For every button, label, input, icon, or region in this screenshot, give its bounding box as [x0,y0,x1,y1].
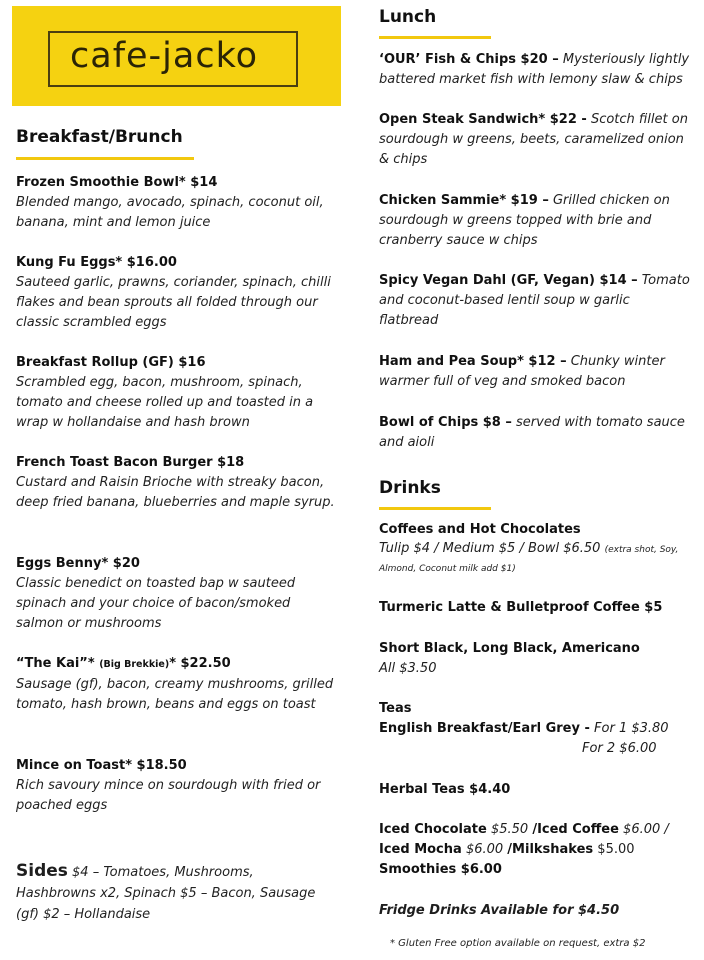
item-title [16,654,336,675]
item-desc: Scotch fillet on sourdough w greens, beets, caramelized onion & chips [379,112,688,167]
item-title: Ham and Pea Soup* $12 – [379,354,567,369]
teas-line: English Breakfast/Earl Grey - [379,721,590,736]
item-desc: Sauteed garlic, prawns, coriander, spinach, chilli flakes and bean sprouts all folded through our classic scrambled eggs [16,275,331,330]
breakfast-heading: Breakfast/Brunch [16,127,183,147]
kai-title-a: “The Kai”* [16,656,95,671]
iced-mocha: Iced Mocha [379,842,462,857]
coffees-title: Coffees and Hot Chocolates [379,522,581,537]
item-desc: Rich savoury mince on sourdough with fried or poached eggs [16,778,321,813]
item-title: Open Steak Sandwich* $22 - [379,112,587,127]
item-desc: served with tomato sauce and aioli [379,415,685,450]
drink-iced [379,820,699,880]
short-black-title: Short Black, Long Black, Americano [379,641,640,656]
item-title: Bowl of Chips $8 – [379,415,512,430]
milkshakes-price: $5.00 [597,842,635,857]
item-title: French Toast Bacon Burger $18 [16,455,245,470]
item-title: Chicken Sammie* $19 – [379,193,549,208]
item-title: Frozen Smoothie Bowl* $14 [16,175,218,190]
menu-item [16,253,336,333]
menu-item [379,352,691,392]
item-title: Kung Fu Eggs* $16.00 [16,255,177,270]
menu-item [16,353,336,433]
menu-item [379,271,691,331]
drink-turmeric: Turmeric Latte & Bulletproof Coffee $5 [379,600,663,615]
logo-text: cafe-jacko [70,36,259,76]
item-desc: Tomato and coconut-based lentil soup w garlic flatbread [379,273,690,328]
drink-short-black [379,639,691,679]
lunch-underline [379,36,491,39]
menu-item [16,173,336,233]
item-desc: Scrambled egg, bacon, mushroom, spinach, tomato and cheese rolled up and toasted in a wrap w hollandaise and hash brown [16,375,314,430]
menu-item [16,453,336,513]
sides-section [16,861,336,925]
lunch-heading: Lunch [379,7,437,27]
menu-item [16,554,336,634]
coffees-extra: (extra shot, Soy, Almond, Coconut milk add $1) [379,545,679,574]
menu-item [16,756,336,816]
short-black-price: All $3.50 [379,661,437,676]
logo-banner [12,6,341,106]
item-desc: Blended mango, avocado, spinach, coconut oil, banana, mint and lemon juice [16,195,324,230]
item-title: ‘OUR’ Fish & Chips $20 – [379,52,559,67]
iced-mocha-price: $6.00 [465,842,504,857]
item-desc: Chunky winter warmer full of veg and smoked bacon [379,354,665,389]
drink-herbal: Herbal Teas $4.40 [379,782,511,797]
item-title: Eggs Benny* $20 [16,556,140,571]
drink-teas [379,699,691,759]
menu-item [379,191,691,251]
item-title: Breakfast Rollup (GF) $16 [16,355,206,370]
item-desc: Custard and Raisin Brioche with streaky bacon, deep fried banana, blueberries and maple syrup. [16,475,335,510]
kai-title-small: (Big Brekkie) [99,659,170,670]
smoothies: Smoothies $6.00 [379,862,502,877]
item-desc: Classic benedict on toasted bap w sauteed spinach and your choice of bacon/smoked salmon or mushrooms [16,576,296,631]
footnote: * Gluten Free option available on request, extra $2 [390,938,646,949]
drink-fridge: Fridge Drinks Available for $4.50 [379,903,620,918]
item-desc: Sausage (gf), bacon, creamy mushrooms, grilled tomato, hash brown, beans and eggs on toast [16,677,334,712]
teas-for1: For 1 $3.80 [594,721,669,736]
milkshakes: /Milkshakes [507,842,594,857]
item-desc: Grilled chicken on sourdough w greens topped with brie and cranberry sauce w chips [379,193,670,248]
drink-coffees [379,520,691,578]
iced-choc-price: $5.50 [490,822,529,837]
item-title: Spicy Vegan Dahl (GF, Vegan) $14 – [379,273,638,288]
teas-for2: For 2 $6.00 [582,741,657,756]
teas-label: Teas [379,701,412,716]
sides-text: $4 – Tomatoes, Mushrooms, Hashbrowns x2, Spinach $5 – Bacon, Sausage (gf) $2 – Hollandaise [16,865,316,922]
menu-item [16,654,336,715]
iced-coffee: /Iced Coffee [532,822,619,837]
kai-title-b: * $22.50 [169,656,231,671]
coffees-prices: Tulip $4 / Medium $5 / Bowl $6.50 [379,541,601,556]
iced-choc: Iced Chocolate [379,822,487,837]
menu-item [379,110,691,170]
menu-item [379,413,691,453]
breakfast-underline [16,157,194,160]
drinks-underline [379,507,491,510]
sides-heading: Sides [16,861,68,881]
item-desc: Mysteriously lightly battered market fish with lemony slaw & chips [379,52,690,87]
menu-item [379,50,691,90]
iced-coffee-price: $6.00 / [623,822,669,837]
drinks-heading: Drinks [379,478,441,498]
item-title: Mince on Toast* $18.50 [16,758,187,773]
